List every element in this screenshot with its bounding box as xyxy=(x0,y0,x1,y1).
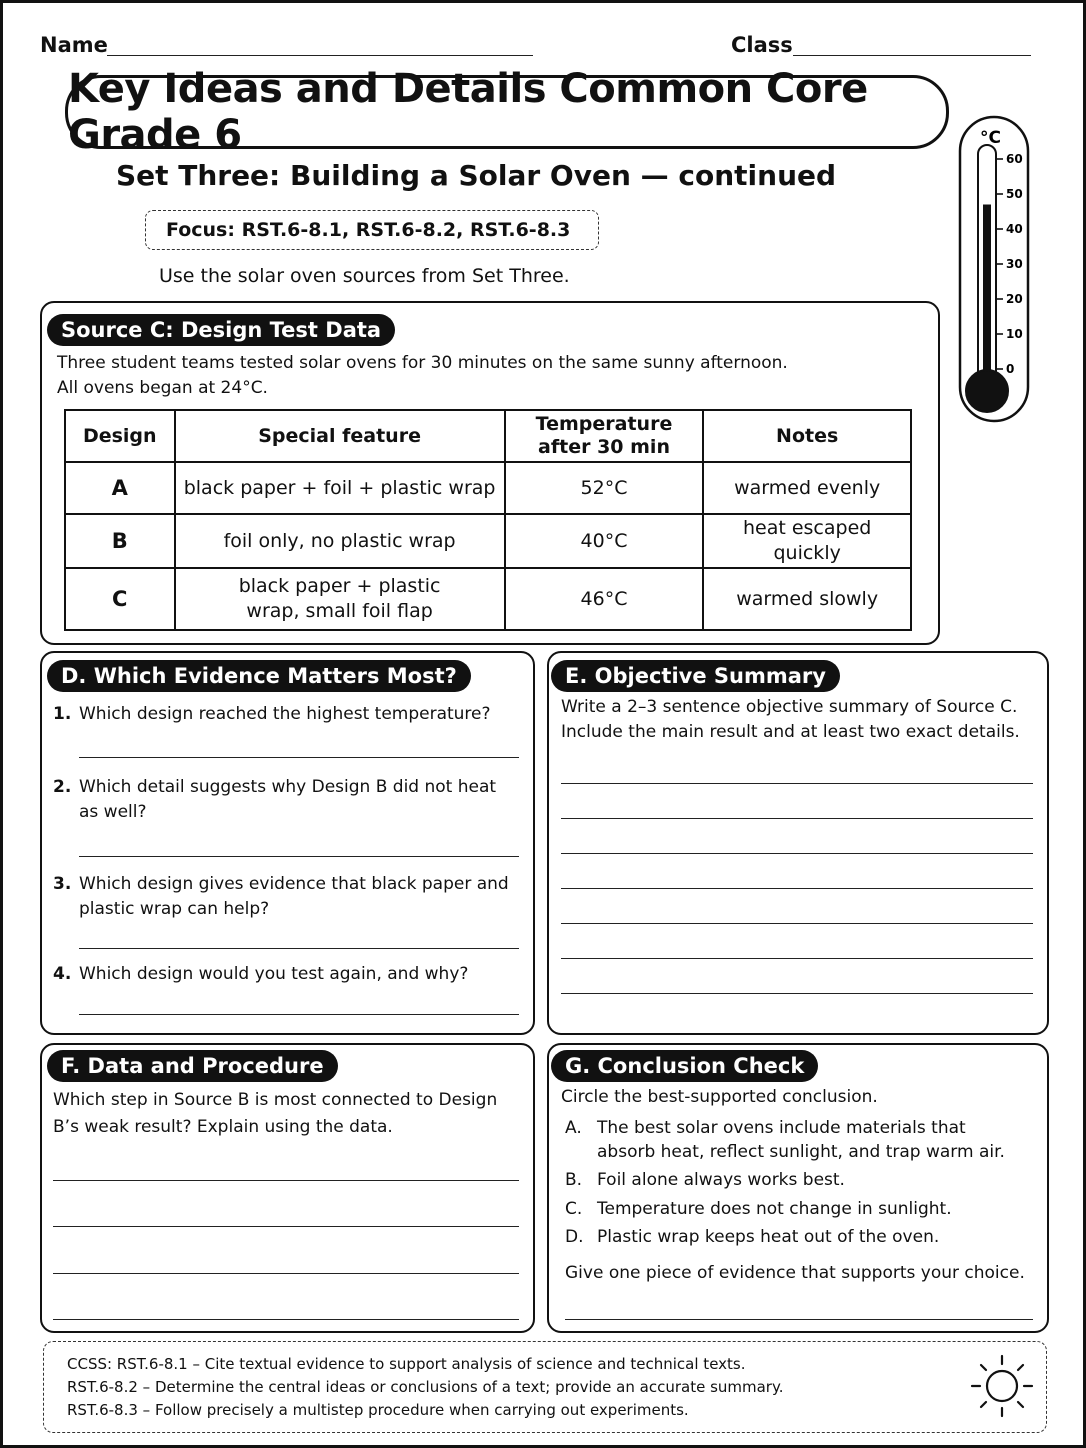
name-label: Name xyxy=(40,33,108,57)
procedure-line[interactable] xyxy=(53,1226,519,1227)
class-label: Class xyxy=(731,33,793,57)
notes-cell: warmed evenly xyxy=(703,462,911,514)
source-c-title: Source C: Design Test Data xyxy=(47,314,395,346)
thermometer-tick-label: 40 xyxy=(1006,222,1023,236)
section-f-title: F. Data and Procedure xyxy=(47,1050,338,1082)
table-header-row xyxy=(65,410,911,462)
summary-line[interactable] xyxy=(561,923,1033,924)
procedure-line[interactable] xyxy=(53,1273,519,1274)
footer-line-2: RST.6-8.2 – Determine the central ideas or conclusions of a text; provide an accurate summary. xyxy=(67,1378,784,1396)
question-4: 4. Which design would you test again, and why? xyxy=(53,964,469,984)
thermometer-icon xyxy=(958,115,1032,425)
summary-line[interactable] xyxy=(561,888,1033,889)
sun-icon xyxy=(969,1353,1035,1419)
design-cell: C xyxy=(65,568,175,630)
design-cell: B xyxy=(65,514,175,568)
source-c-intro-1: Three student teams tested solar ovens for 30 minutes on the same sunny afternoon. xyxy=(57,353,788,373)
table-row xyxy=(65,514,911,568)
thermometer-tick-label: 60 xyxy=(1006,152,1023,166)
class-field[interactable] xyxy=(793,55,1031,56)
section-e-title: E. Objective Summary xyxy=(551,660,840,692)
feature-cell: black paper + plastic wrap, small foil flap xyxy=(175,568,505,630)
source-c-intro-2: All ovens began at 24°C. xyxy=(57,378,268,398)
option-d[interactable]: D. Plastic wrap keeps heat out of the oven. xyxy=(565,1227,940,1247)
footer-line-1: CCSS: RST.6-8.1 – Cite textual evidence to support analysis of science and technical texts. xyxy=(67,1355,746,1373)
feature-cell: black paper + foil + plastic wrap xyxy=(175,462,505,514)
notes-cell: heat escaped quickly xyxy=(703,514,911,568)
option-b[interactable]: B. Foil alone always works best. xyxy=(565,1170,845,1190)
evidence-prompt: Give one piece of evidence that supports your choice. xyxy=(565,1263,1025,1283)
column-header: Temperature after 30 min xyxy=(505,410,704,462)
temp-cell: 46°C xyxy=(505,568,704,630)
option-c[interactable]: C. Temperature does not change in sunlight. xyxy=(565,1199,952,1219)
temp-cell: 40°C xyxy=(505,514,704,568)
column-header: Notes xyxy=(703,410,911,462)
design-cell: A xyxy=(65,462,175,514)
question-2: 2. Which detail suggests why Design B did not heat as well? xyxy=(53,777,497,822)
design-data-table xyxy=(64,409,912,631)
thermometer-tick-label: 50 xyxy=(1006,187,1023,201)
summary-line[interactable] xyxy=(561,958,1033,959)
option-a[interactable]: A. The best solar ovens include materials that absorb heat, reflect sunlight, and trap warm air. xyxy=(565,1118,1005,1162)
instruction-text: Use the solar oven sources from Set Three. xyxy=(159,265,570,287)
answer-line-2[interactable] xyxy=(79,856,519,857)
procedure-line[interactable] xyxy=(53,1180,519,1181)
table-row xyxy=(65,462,911,514)
column-header: Design xyxy=(65,410,175,462)
summary-line[interactable] xyxy=(561,853,1033,854)
summary-line[interactable] xyxy=(561,783,1033,784)
name-field[interactable] xyxy=(107,55,533,56)
answer-line-1[interactable] xyxy=(79,757,519,758)
section-e-text: Write a 2–3 sentence objective summary of Source C. Include the main result and at least two exact details. xyxy=(561,697,1020,742)
page-subtitle: Set Three: Building a Solar Oven — continued xyxy=(115,159,837,192)
focus-standards: Focus: RST.6-8.1, RST.6-8.2, RST.6-8.3 xyxy=(145,210,599,250)
thermometer-tick-label: 0 xyxy=(1006,362,1015,376)
answer-line-4[interactable] xyxy=(79,1014,519,1015)
thermometer-unit: °C xyxy=(980,128,1001,148)
summary-line[interactable] xyxy=(561,818,1033,819)
summary-line[interactable] xyxy=(561,993,1033,994)
procedure-line[interactable] xyxy=(53,1319,519,1320)
question-3: 3. Which design gives evidence that black paper and plastic wrap can help? xyxy=(53,874,509,919)
footer-line-3: RST.6-8.3 – Follow precisely a multistep procedure when carrying out experiments. xyxy=(67,1401,689,1419)
thermometer-tick-label: 30 xyxy=(1006,257,1023,271)
section-g-prompt: Circle the best-supported conclusion. xyxy=(561,1087,878,1107)
temp-cell: 52°C xyxy=(505,462,704,514)
thermometer-tick-label: 10 xyxy=(1006,327,1023,341)
section-g-title: G. Conclusion Check xyxy=(551,1050,818,1082)
table-row xyxy=(65,568,911,630)
section-d-title: D. Which Evidence Matters Most? xyxy=(47,660,471,692)
notes-cell: warmed slowly xyxy=(703,568,911,630)
feature-cell: foil only, no plastic wrap xyxy=(175,514,505,568)
evidence-line[interactable] xyxy=(565,1319,1033,1320)
thermometer-tick-label: 20 xyxy=(1006,292,1023,306)
question-1: 1. Which design reached the highest temperature? xyxy=(53,704,491,724)
answer-line-3[interactable] xyxy=(79,948,519,949)
column-header: Special feature xyxy=(175,410,505,462)
section-f-text: Which step in Source B is most connected to Design B’s weak result? Explain using the data. xyxy=(53,1090,498,1137)
page-title: Key Ideas and Details Common Core Grade 6 xyxy=(65,75,949,149)
